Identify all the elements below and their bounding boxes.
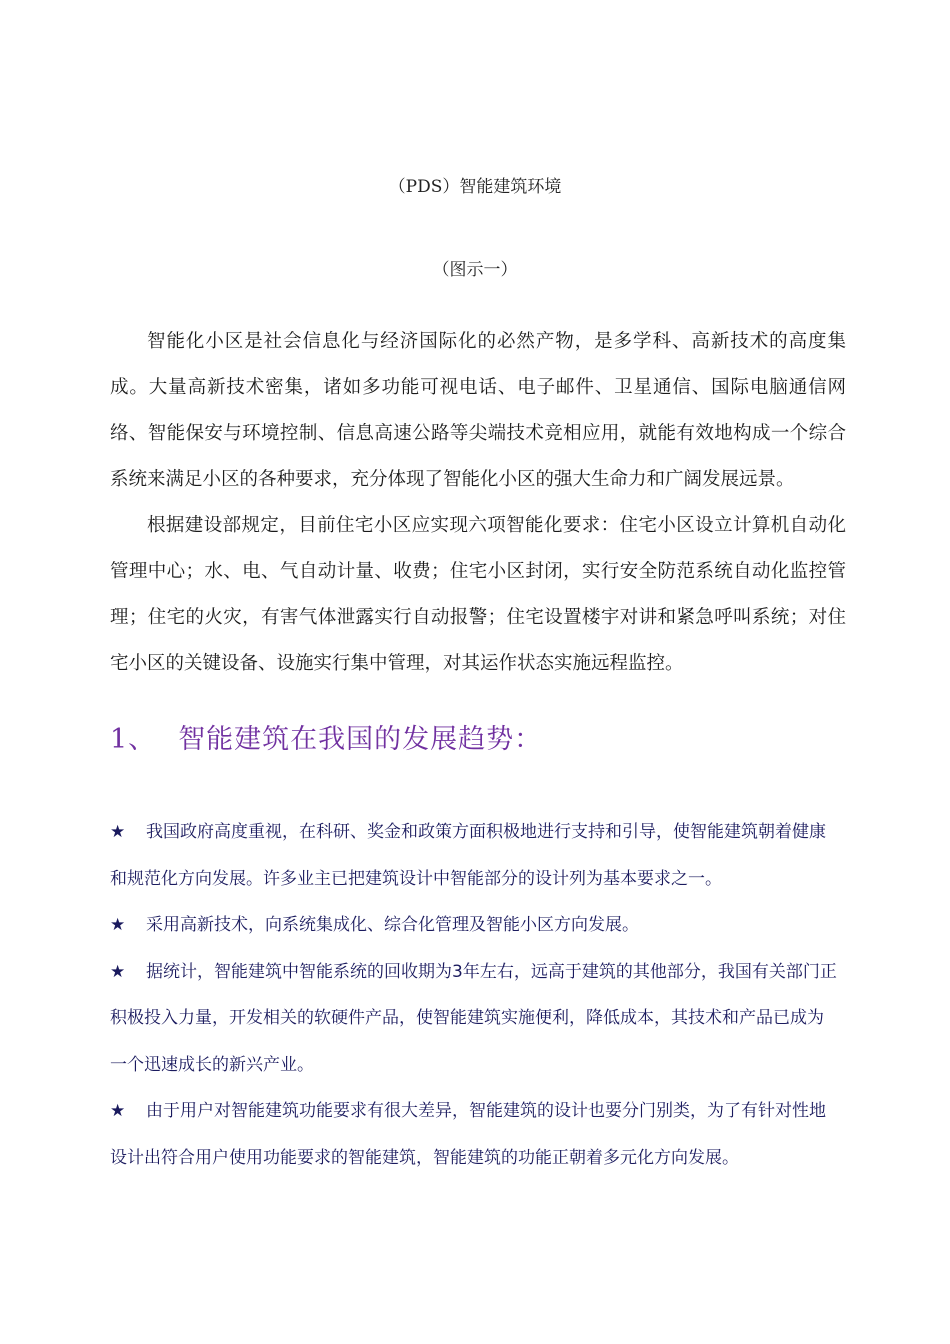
star-icon: ★	[110, 822, 126, 842]
paragraph: 根据建设部规定，目前住宅小区应实现六项智能化要求：住宅小区设立计算机自动化管理中心；水、电、气自动计量、收费；住宅小区封闭，实行安全防范系统自动化监控管理；住宅的火灾，有害气体泄露实行自动报警；住宅设置楼宇对讲和紧急呼叫系统；对住宅小区的关键设备、设施实行集中管理，对其运作状态实施远程监控。	[110, 515, 846, 674]
star-icon: ★	[110, 961, 126, 982]
bullet-text: 我国政府高度重视，在科研、奖金和政策方面积极地进行支持和引导，使智能建筑朝着健康和规范化方向发展。许多业主已把建筑设计中智能部分的设计列为基本要求之一。	[110, 822, 826, 889]
bullet-text: 采用高新技术，向系统集成化、综合化管理及智能小区方向发展。	[146, 915, 639, 935]
body-text	[110, 319, 846, 687]
figure-caption-label: （图示一）	[432, 260, 518, 280]
star-icon: ★	[110, 915, 126, 935]
bullet-text: 由于用户对智能建筑功能要求有很大差异，智能建筑的设计也要分门别类，为了有针对性地设计出符合用户使用功能要求的智能建筑，智能建筑的功能正朝着多元化方向发展。	[110, 1101, 826, 1168]
bullet-item	[110, 902, 840, 949]
paragraph: 智能化小区是社会信息化与经济国际化的必然产物，是多学科、高新技术的高度集成。大量高新技术密集，诸如多功能可视电话、电子邮件、卫星通信、国际电脑通信网络、智能保安与环境控制、信息高速公路等尖端技术竞相应用，就能有效地构成一个综合系统来满足小区的各种要求，充分体现了智能化小区的强大生命力和广阔发展远景。	[110, 331, 846, 490]
figure-caption-title: （PDS）智能建筑环境	[388, 177, 562, 197]
star-icon: ★	[110, 1101, 126, 1121]
bullet-item	[110, 949, 840, 1089]
section-number: 1、	[110, 724, 157, 755]
bullet-list	[110, 809, 840, 1181]
bullet-item	[110, 809, 840, 902]
section-heading	[110, 718, 542, 762]
bullet-text: 据统计，智能建筑中智能系统的回收期为3年左右，远高于建筑的其他部分，我国有关部门正积极投入力量，开发相关的软硬件产品，使智能建筑实施便利，降低成本，其技术和产品已成为一个迅速成长的新兴产业。	[110, 961, 837, 1075]
bullet-item	[110, 1088, 840, 1181]
section-title: 智能建筑在我国的发展趋势：	[178, 724, 543, 755]
